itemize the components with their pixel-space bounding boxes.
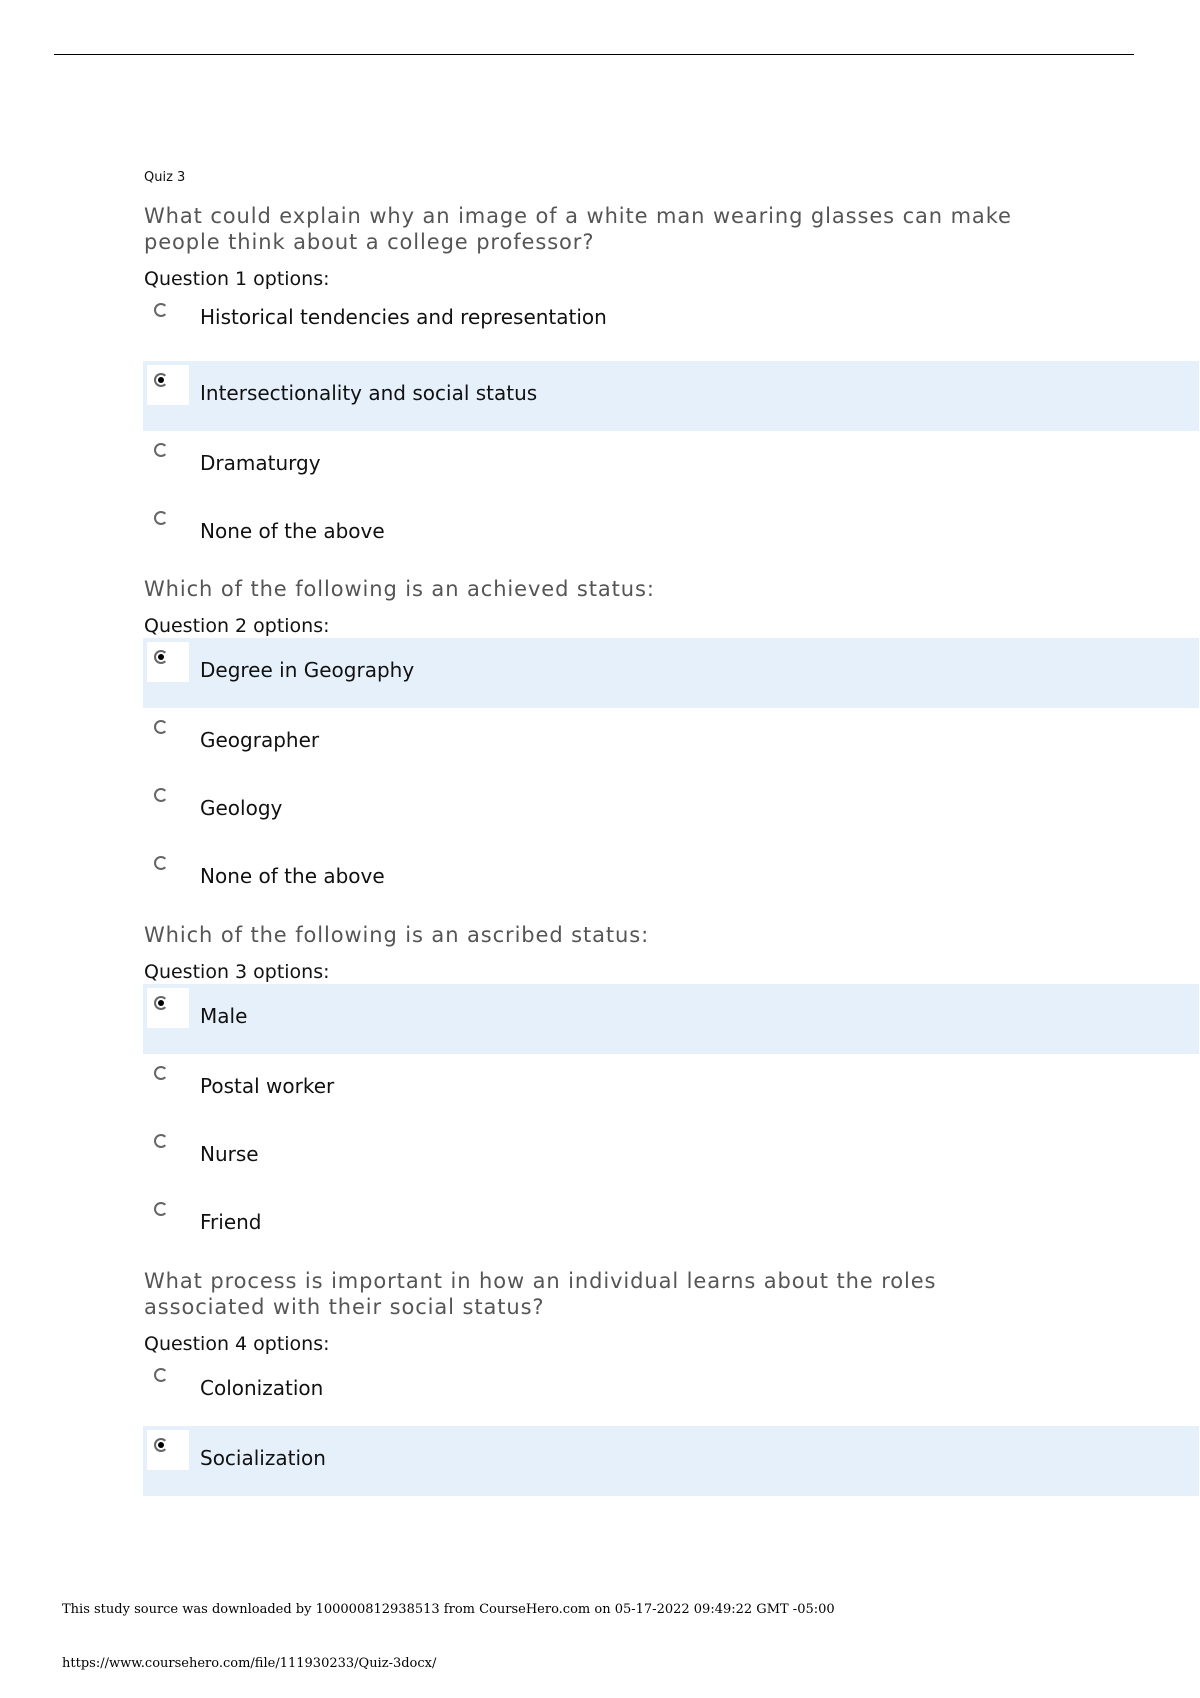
option-selected[interactable] [143,638,1199,708]
radio-icon [154,788,168,802]
radio-icon [154,720,168,734]
question-text: What could explain why an image of a white man wearing glasses can make people think about a college professor? [144,204,1012,254]
radio-button[interactable] [147,642,189,682]
option-label: Historical tendencies and representation [200,305,607,329]
option-label: Dramaturgy [200,451,321,475]
option-label: Degree in Geography [200,658,415,682]
radio-button[interactable] [147,848,189,888]
options-label: Question 4 options: [144,1333,330,1355]
question-text: Which of the following is an achieved status: [144,577,655,601]
radio-button[interactable] [147,295,189,335]
radio-icon [154,1134,168,1148]
download-notice: This study source was downloaded by 100000812938513 from CourseHero.com on 05-17-2022 09:49:22 GMT -05:00 [62,1602,835,1617]
radio-icon [154,303,168,317]
option-label: Male [200,1004,248,1028]
option[interactable] [143,499,1199,567]
question-2 [144,576,1200,912]
question-4 [144,1268,1200,1496]
radio-button[interactable] [147,435,189,475]
option[interactable] [143,1122,1199,1190]
top-rule [54,54,1134,55]
option[interactable] [143,776,1199,844]
option[interactable] [143,1054,1199,1122]
option-label: Socialization [200,1446,326,1470]
radio-icon [154,1368,168,1382]
option[interactable] [143,431,1199,499]
option[interactable] [143,708,1199,776]
source-url: https://www.coursehero.com/file/111930233/Quiz-3docx/ [62,1656,437,1671]
option-label: Nurse [200,1142,259,1166]
option-selected[interactable] [143,1426,1199,1496]
option-label: Colonization [200,1376,324,1400]
option-label: Postal worker [200,1074,335,1098]
options-label: Question 3 options: [144,961,330,983]
option-label: Geology [200,796,283,820]
option[interactable] [143,291,1199,361]
option-label: Geographer [200,728,320,752]
radio-checked-icon [154,373,168,387]
radio-button[interactable] [147,365,189,405]
question-1 [144,203,1200,567]
radio-checked-icon [154,996,168,1010]
question-text: What process is important in how an individual learns about the roles associated with their social status? [144,1269,937,1319]
radio-button[interactable] [147,1058,189,1098]
options-label: Question 2 options: [144,615,330,637]
option-selected[interactable] [143,984,1199,1054]
radio-button[interactable] [147,1360,189,1400]
radio-button[interactable] [147,1430,189,1470]
radio-checked-icon [154,650,168,664]
option-label: Intersectionality and social status [200,381,538,405]
option[interactable] [143,844,1199,912]
option[interactable] [143,1356,1199,1426]
radio-checked-icon [154,1438,168,1452]
question-3 [144,922,1200,1258]
radio-button[interactable] [147,712,189,752]
radio-icon [154,1066,168,1080]
radio-button[interactable] [147,780,189,820]
quiz-title: Quiz 3 [144,170,186,185]
radio-icon [154,443,168,457]
option[interactable] [143,1190,1199,1258]
radio-button[interactable] [147,1126,189,1166]
option-label: None of the above [200,864,385,888]
option-selected[interactable] [143,361,1199,431]
options-label: Question 1 options: [144,268,330,290]
option-label: None of the above [200,519,385,543]
radio-button[interactable] [147,1194,189,1234]
radio-icon [154,511,168,525]
radio-button[interactable] [147,503,189,543]
question-text: Which of the following is an ascribed status: [144,923,650,947]
radio-icon [154,1202,168,1216]
option-label: Friend [200,1210,262,1234]
radio-button[interactable] [147,988,189,1028]
radio-icon [154,856,168,870]
